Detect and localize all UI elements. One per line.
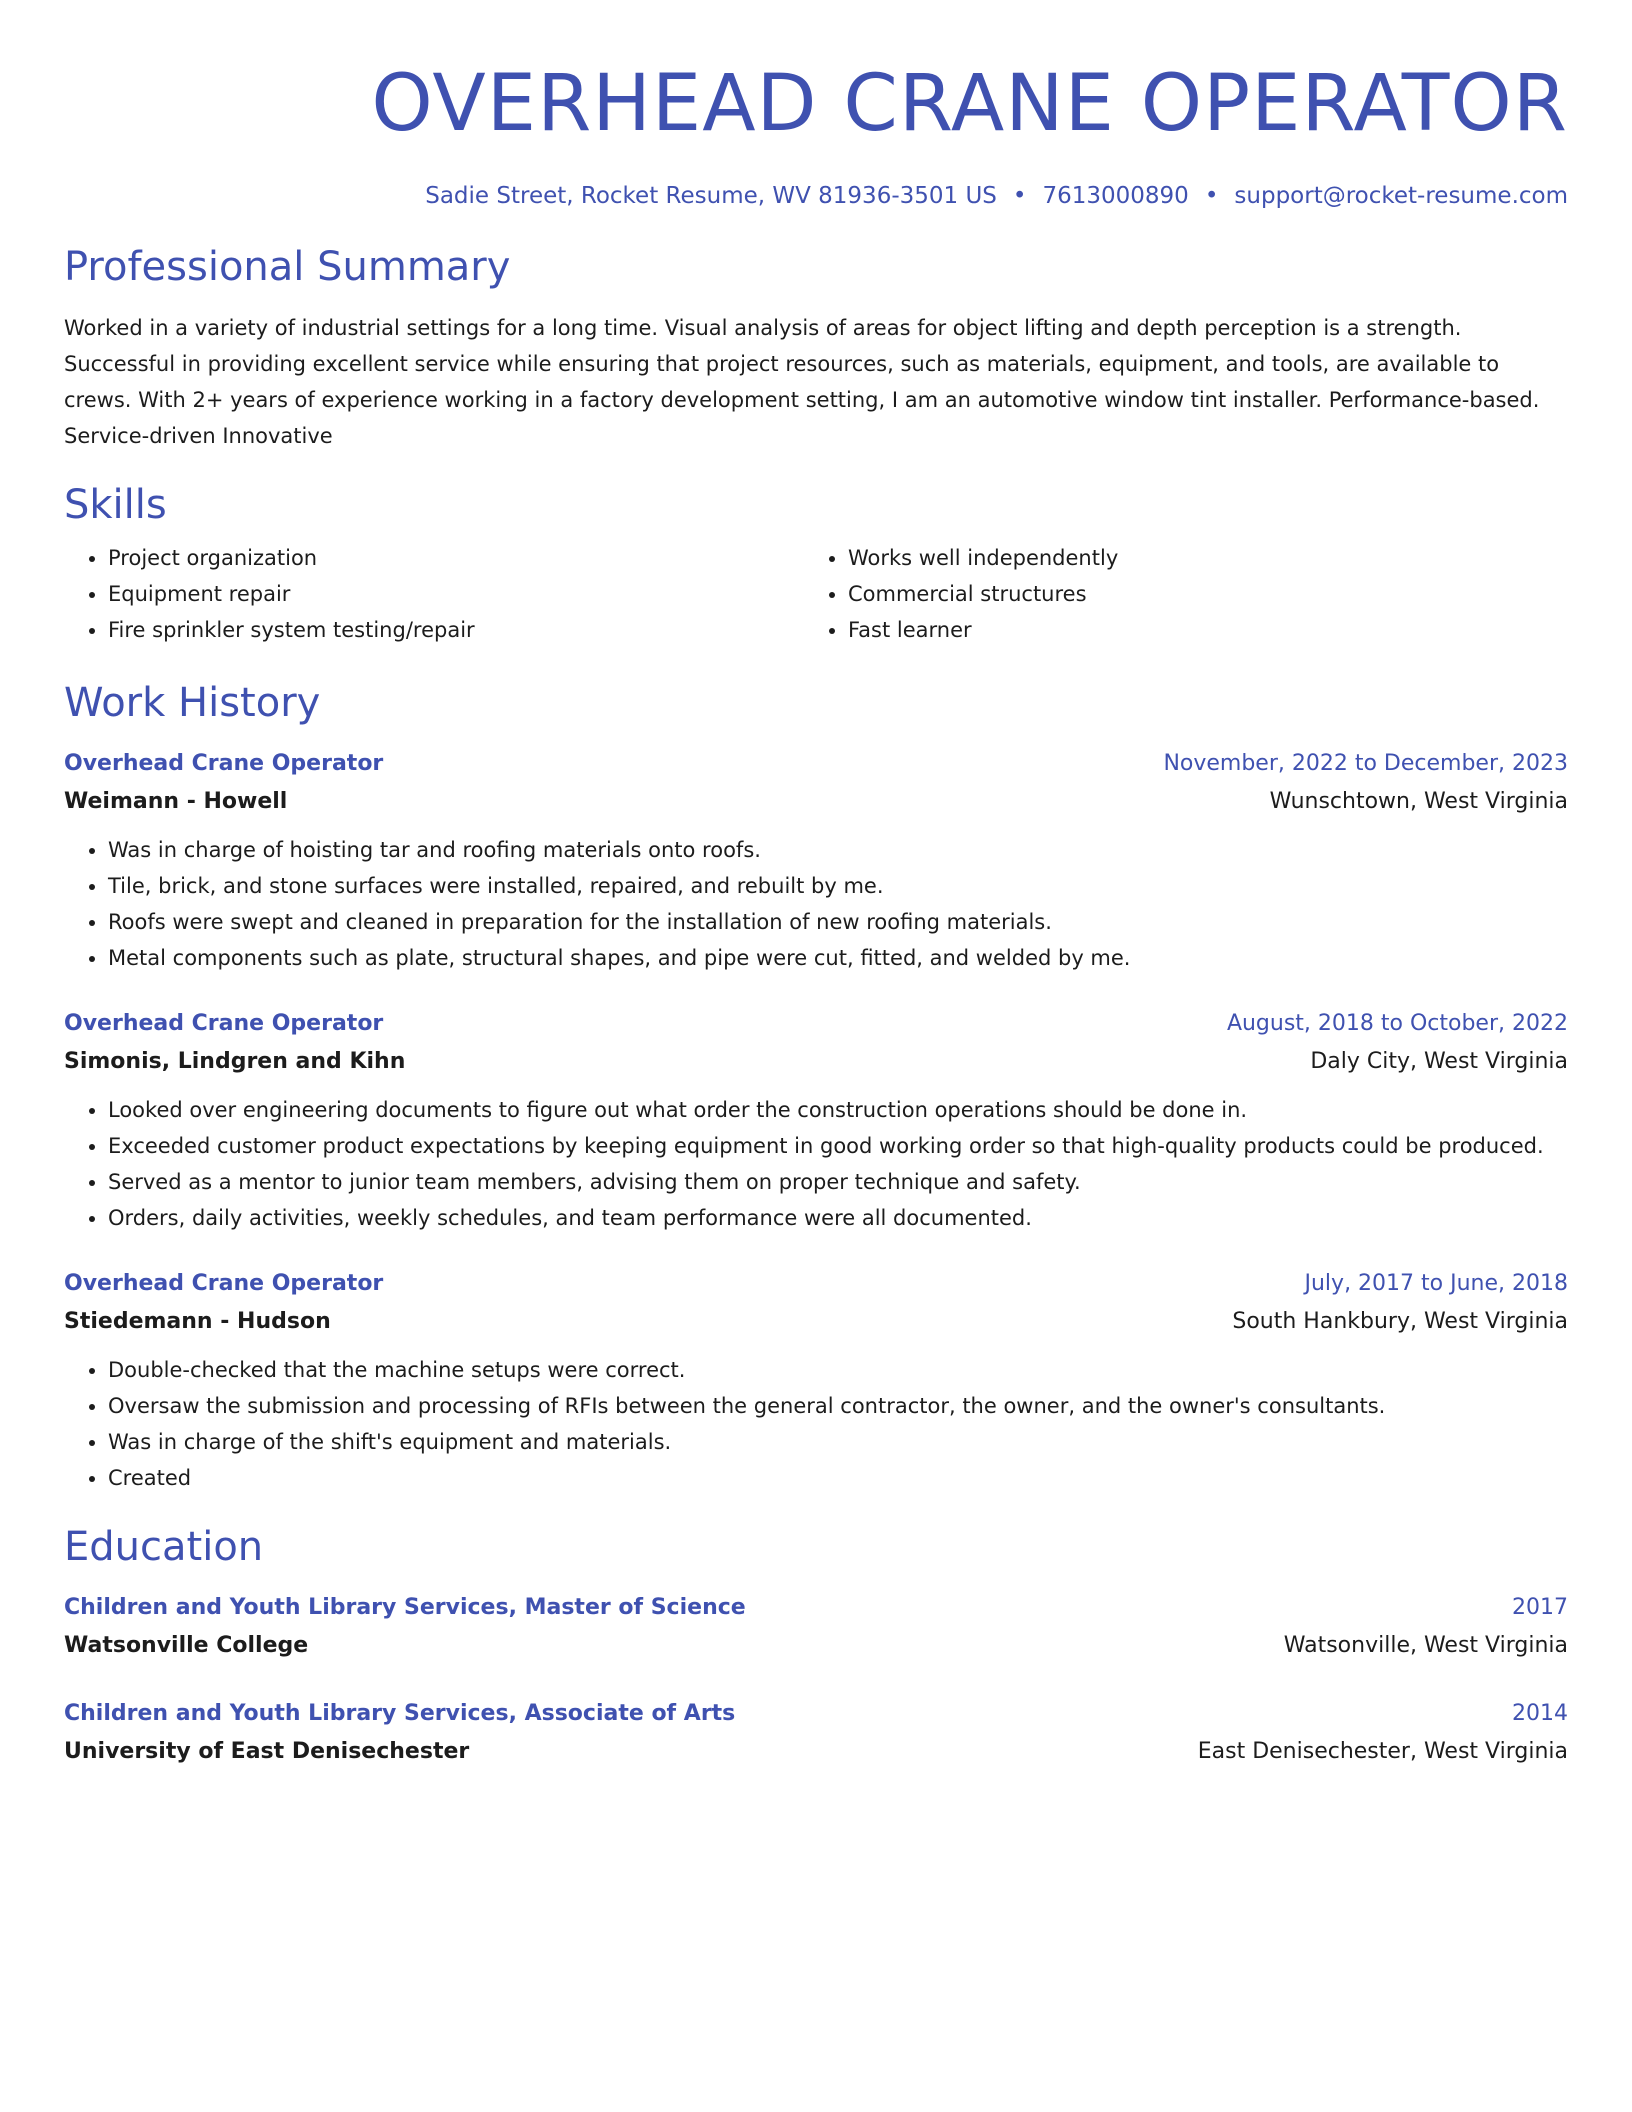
separator: • [1012, 183, 1027, 209]
job-bullet: • Metal components such as plate, structural shapes, and pipe were cut, fitted, and welded by me. [108, 940, 1568, 976]
school-location: East Denisechester, West Virginia [1197, 1739, 1568, 1764]
school-name: University of East Denisechester [64, 1739, 470, 1764]
job-entry [64, 1266, 1568, 1496]
address: Sadie Street, Rocket Resume, WV 81936-3501 US [425, 183, 997, 209]
separator: • [1204, 183, 1219, 209]
skills-column-left [64, 540, 804, 648]
summary-text: Worked in a variety of industrial settings for a long time. Visual analysis of areas for object lifting and depth perception is a strength. Successful in providing excellent service while ensuring that project resources, such as materials, equipment, and tools, are available to crews. With 2+ years of experience working in a factory development setting, I am an automotive window tint installer. Performance-based. Service-driven Innovative [64, 316, 1540, 448]
email-link[interactable]: support@rocket-resume.com [1234, 183, 1568, 209]
education-entry [64, 1590, 1568, 1666]
phone: 7613000890 [1042, 183, 1189, 209]
job-bullet: • Was in charge of the shift's equipment and materials. [108, 1424, 1568, 1460]
job-bullets [64, 832, 1568, 976]
skill-item: • Commercial structures [848, 576, 1544, 612]
work-history-heading: Work History [64, 680, 321, 726]
contact-line [64, 180, 1568, 212]
degree: Children and Youth Library Services, Master of Science [64, 1595, 746, 1620]
job-bullet: • Roofs were swept and cleaned in preparation for the installation of new roofing materials. [108, 904, 1568, 940]
job-dates: November, 2022 to December, 2023 [1163, 751, 1568, 776]
job-bullet: • Exceeded customer product expectations by keeping equipment in good working order so that high-quality products could be produced. [108, 1128, 1568, 1164]
degree: Children and Youth Library Services, Associate of Arts [64, 1701, 736, 1726]
summary-heading: Professional Summary [64, 244, 511, 290]
job-role: Overhead Crane Operator [64, 1011, 384, 1036]
job-bullet: • Served as a mentor to junior team members, advising them on proper technique and safety. [108, 1164, 1568, 1200]
job-bullet: • Oversaw the submission and processing of RFIs between the general contractor, the owner, and the owner's consultants. [108, 1388, 1568, 1424]
skill-item: • Equipment repair [108, 576, 804, 612]
job-role: Overhead Crane Operator [64, 1271, 384, 1296]
skill-item: • Fast learner [848, 612, 1544, 648]
school-name: Watsonville College [64, 1633, 309, 1658]
job-role: Overhead Crane Operator [64, 751, 384, 776]
education-heading: Education [64, 1524, 264, 1570]
skills-list [64, 540, 1568, 648]
job-dates: August, 2018 to October, 2022 [1226, 1011, 1568, 1036]
skill-item: • Works well independently [848, 540, 1544, 576]
school-location: Watsonville, West Virginia [1283, 1633, 1568, 1658]
skills-heading: Skills [64, 482, 167, 528]
job-bullets [64, 1092, 1568, 1236]
job-bullet: • Tile, brick, and stone surfaces were installed, repaired, and rebuilt by me. [108, 868, 1568, 904]
job-dates: July, 2017 to June, 2018 [1304, 1271, 1568, 1296]
resume-title: OVERHEAD CRANE OPERATOR [371, 59, 1568, 149]
education-entry [64, 1696, 1568, 1772]
resume-page [64, 0, 1568, 1772]
job-company: Weimann - Howell [64, 789, 288, 814]
job-company: Simonis, Lindgren and Kihn [64, 1049, 406, 1074]
skill-item: • Project organization [108, 540, 804, 576]
job-company: Stiedemann - Hudson [64, 1309, 331, 1334]
job-location: South Hankbury, West Virginia [1232, 1309, 1568, 1334]
job-location: Daly City, West Virginia [1310, 1049, 1568, 1074]
job-bullets [64, 1352, 1568, 1496]
graduation-year: 2017 [1512, 1595, 1568, 1620]
skills-column-right [804, 540, 1544, 648]
job-bullet: • Looked over engineering documents to figure out what order the construction operations should be done in. [108, 1092, 1568, 1128]
job-bullet: • Double-checked that the machine setups were correct. [108, 1352, 1568, 1388]
job-bullet: • Orders, daily activities, weekly schedules, and team performance were all documented. [108, 1200, 1568, 1236]
job-location: Wunschtown, West Virginia [1269, 789, 1568, 814]
job-bullet: • Created [108, 1460, 1568, 1496]
job-entry [64, 746, 1568, 976]
job-bullet: • Was in charge of hoisting tar and roofing materials onto roofs. [108, 832, 1568, 868]
job-entry [64, 1006, 1568, 1236]
graduation-year: 2014 [1512, 1701, 1568, 1726]
skill-item: • Fire sprinkler system testing/repair [108, 612, 804, 648]
